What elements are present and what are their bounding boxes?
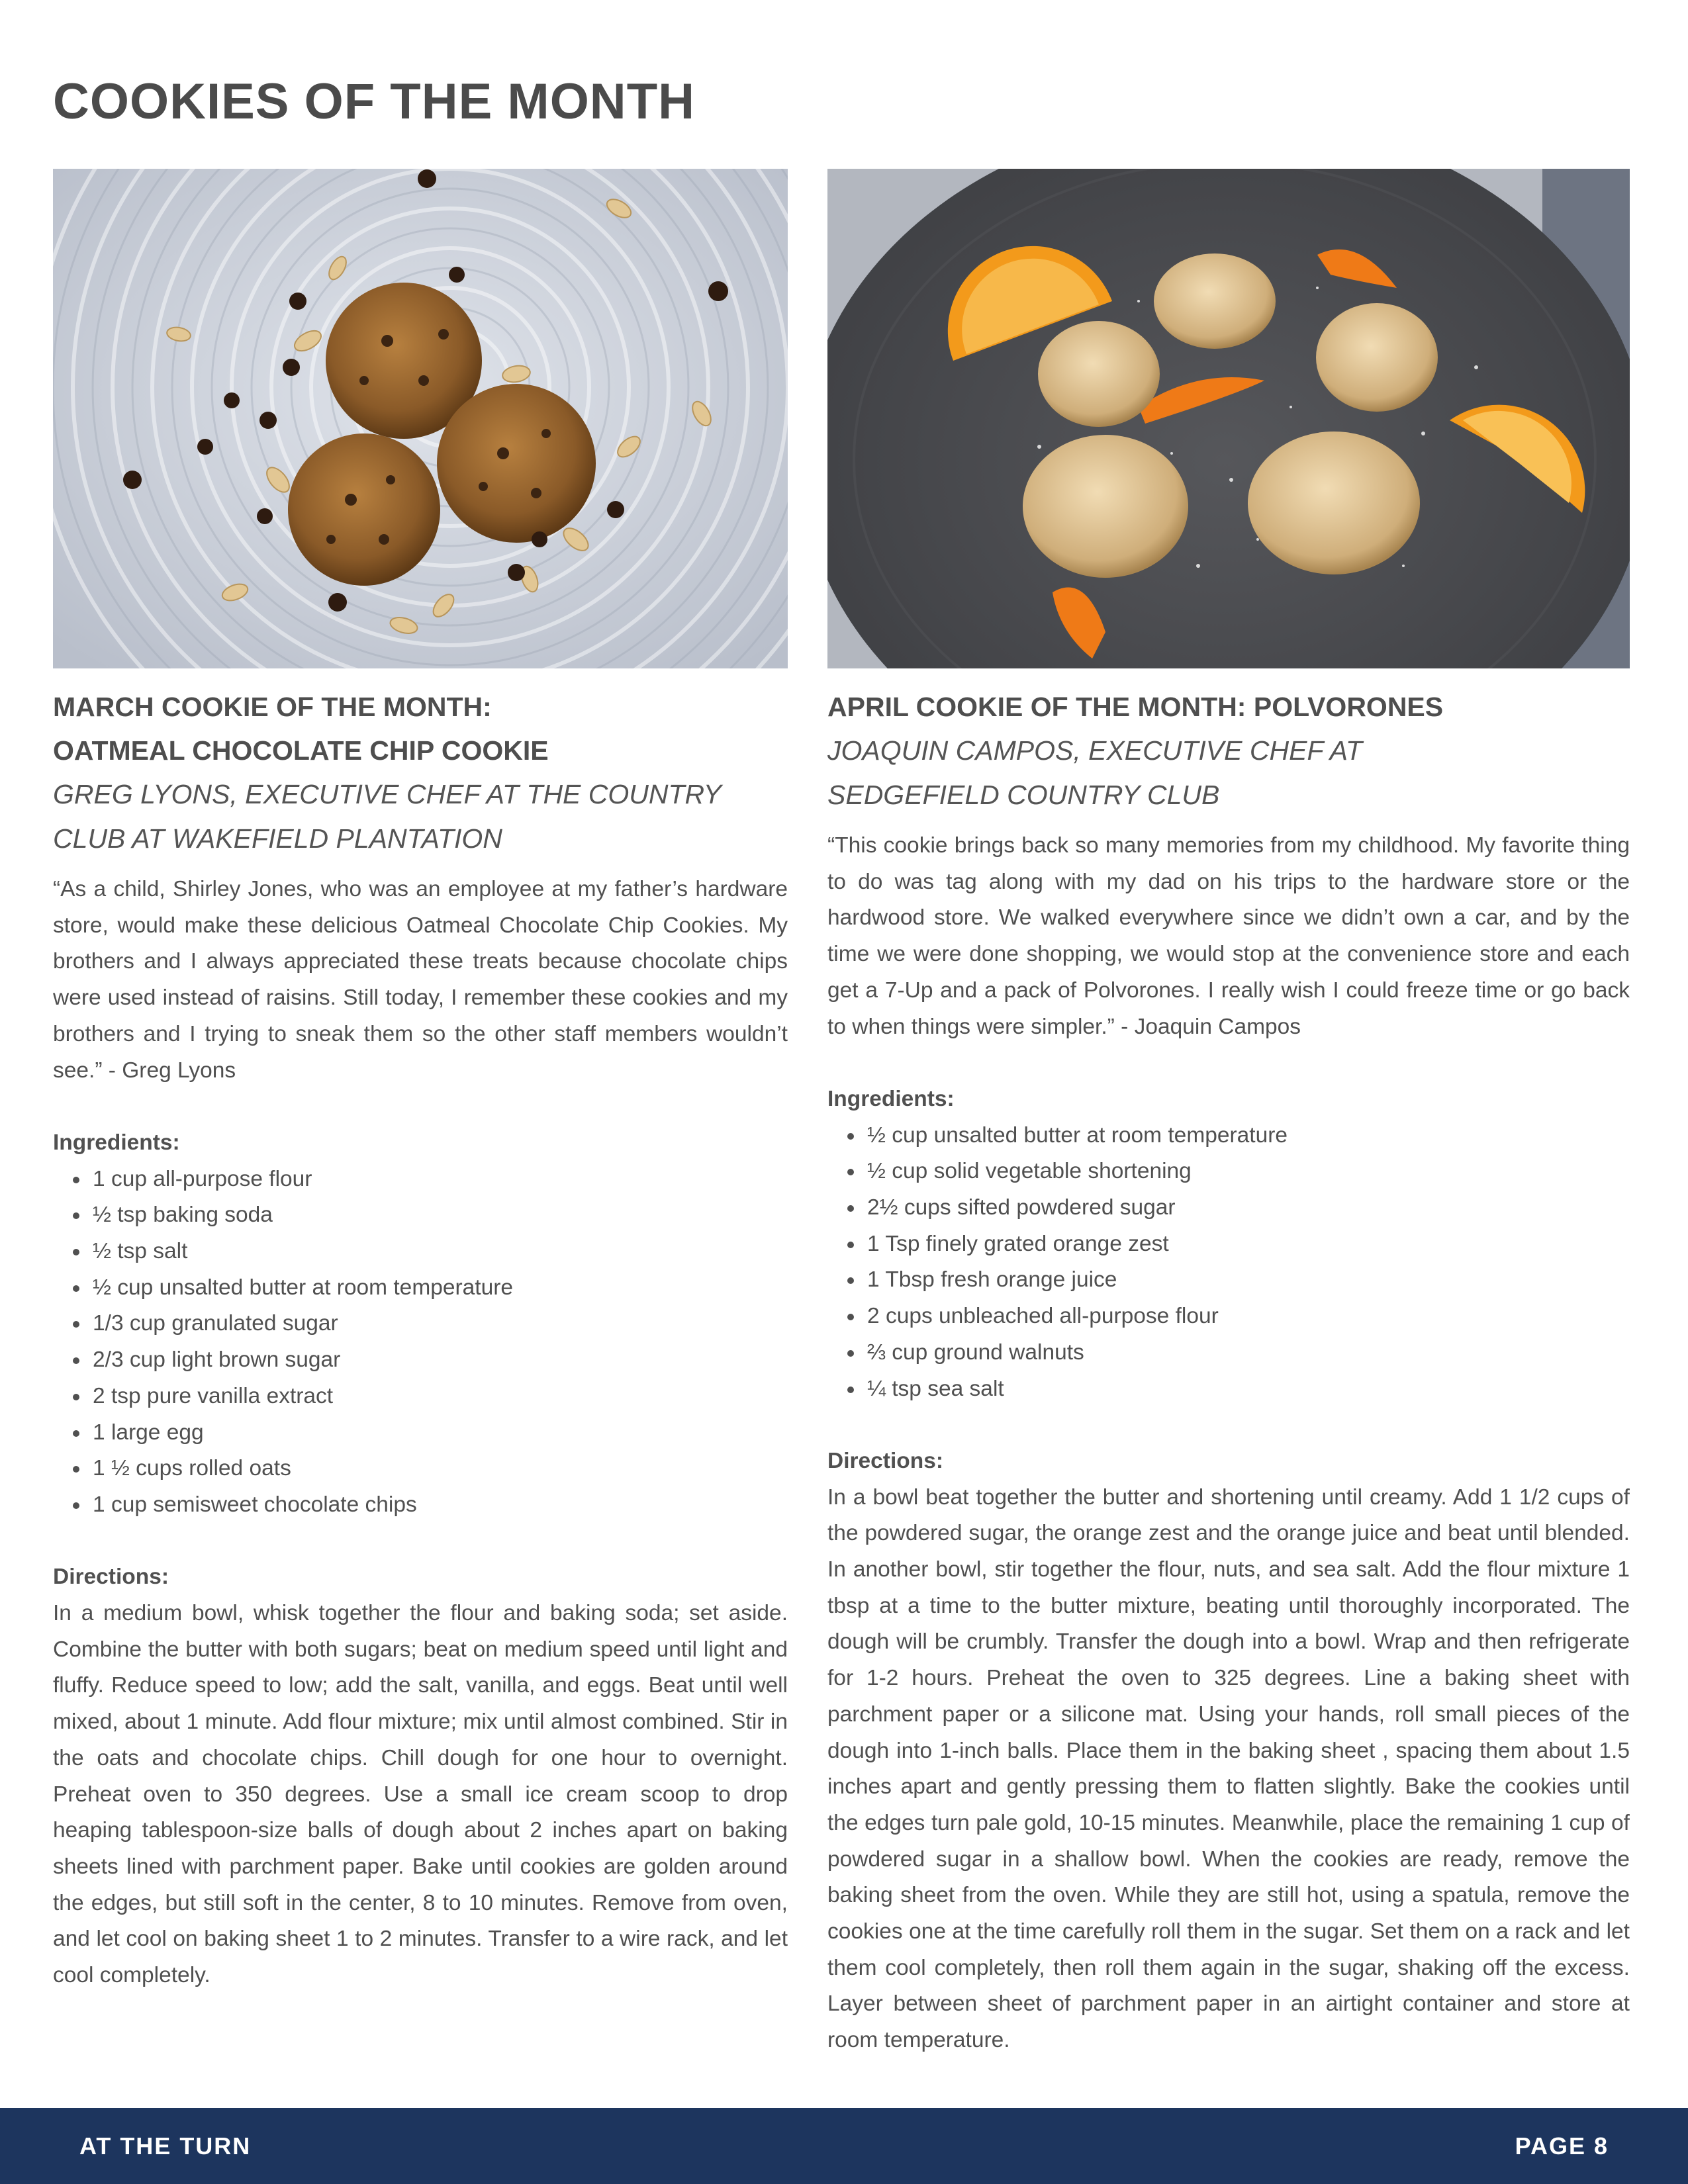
- march-chef-line: GREG LYONS, EXECUTIVE CHEF AT THE COUNTRY: [53, 779, 722, 809]
- ingredient-item: ⅔ cup ground walnuts: [847, 1335, 1630, 1371]
- ingredient-item: ½ cup unsalted butter at room temperature: [73, 1270, 788, 1306]
- ingredient-item: ½ tsp salt: [73, 1234, 788, 1270]
- ingredient-item: 1 Tbsp fresh orange juice: [847, 1262, 1630, 1298]
- march-cookie-name: OATMEAL CHOCOLATE CHIP COOKIE: [53, 735, 549, 766]
- april-directions: In a bowl beat together the butter and shortening until creamy. Add 1 1/2 cups of the powdered sugar, the orange zest and the orange juice and beat until blended. In another bowl, stir together the flour, nuts, and sea salt. Add the flour mixture 1 tbsp at a time to the butter mixture, beating until thoroughly incorporated. The dough will be crumbly. Transfer the dough into a bowl. Wrap and then refrigerate for 1-2 hours. Preheat the oven to 325 degrees. Line a baking sheet with parchment paper or a silicone mat. Using your hands, roll small pieces of the dough into 1-inch balls. Place them in the baking sheet , spacing them about 1.5 inches apart and gently pressing them to flatten slightly. Bake the cookies until the edges turn pale gold, 10-15 minutes. Meanwhile, place the remaining 1 cup of powdered sugar in a shallow bowl. When the cookies are ready, remove the baking sheet from the oven. While they are still hot, using a spatula, remove the cookies one at the time carefully roll them in the sugar. Set them on a rack and let them cool completely, then roll them again in the sugar, shaking off the excess. Layer between sheet of parchment paper in an airtight container and store at room temperature.: [827, 1484, 1630, 2053]
- march-ingredients-list: [53, 1161, 788, 1524]
- polvorones-photo: [827, 169, 1630, 668]
- ingredient-item: 2/3 cup light brown sugar: [73, 1342, 788, 1379]
- april-heading: APRIL COOKIE OF THE MONTH: POLVORONES: [827, 692, 1444, 722]
- page-number: PAGE 8: [1515, 2132, 1609, 2160]
- publication-name: AT THE TURN: [79, 2132, 252, 2160]
- march-directions-label: Directions:: [53, 1565, 169, 1590]
- april-chef-club: SEDGEFIELD COUNTRY CLUB: [827, 780, 1220, 810]
- ingredient-item: 2 tsp pure vanilla extract: [73, 1379, 788, 1415]
- april-cookie-column: [827, 685, 1630, 2059]
- april-ingredients-list: [827, 1118, 1630, 1408]
- ingredient-item: ½ cup unsalted butter at room temperature: [847, 1118, 1630, 1154]
- ingredient-item: 1 large egg: [73, 1415, 788, 1451]
- march-quote: “As a child, Shirley Jones, who was an employee at my father’s hardware store, would make these delicious Oatmeal Chocolate Chip Cookies. My brothers and I always appreciated these treats because chocolate chips were used instead of raisins. Still today, I remember these cookies and my brothers and I trying to sneak them so the other staff members wouldn’t see.” - Greg Lyons: [53, 877, 788, 1083]
- ingredient-item: 2 cups unbleached all-purpose flour: [847, 1298, 1630, 1335]
- april-directions-label: Directions:: [827, 1448, 943, 1473]
- page-footer: [0, 2108, 1688, 2184]
- ingredient-item: 1 cup all-purpose flour: [73, 1161, 788, 1198]
- ingredient-item: 2½ cups sifted powdered sugar: [847, 1190, 1630, 1226]
- april-chef-line: JOAQUIN CAMPOS, EXECUTIVE CHEF AT: [827, 735, 1362, 766]
- ingredient-item: 1 ½ cups rolled oats: [73, 1451, 788, 1487]
- april-quote: “This cookie brings back so many memories from my childhood. My favorite thing to do was tag along with my dad on his trips to the hardware store or the hardwood store. We walked everywhere since we didn’t own a car, and by the time we were done shopping, we would stop at the convenience store and each get a 7-Up and a pack of Polvorones. I really wish I could freeze time or go back to when things were simpler.” - Joaquin Campos: [827, 833, 1630, 1039]
- ingredient-item: ½ tsp baking soda: [73, 1197, 788, 1234]
- ingredient-item: 1 Tsp finely grated orange zest: [847, 1226, 1630, 1263]
- march-directions: In a medium bowl, whisk together the flour and baking soda; set aside. Combine the butter with both sugars; beat on medium speed until light and fluffy. Reduce speed to low; add the salt, vanilla, and eggs. Beat until well mixed, about 1 minute. Add flour mixture; mix until almost combined. Stir in the oats and chocolate chips. Chill dough for one hour to overnight. Preheat oven to 350 degrees. Use a small ice cream scoop to drop heaping tablespoon-size balls of dough about 2 inches apart on baking sheets lined with parchment paper. Bake until cookies are golden around the edges, but still soft in the center, 8 to 10 minutes. Remove from oven, and let cool on baking sheet 1 to 2 minutes. Transfer to a wire rack, and let cool completely.: [53, 1601, 788, 1988]
- ingredient-item: 1/3 cup granulated sugar: [73, 1306, 788, 1342]
- march-ingredients-label: Ingredients:: [53, 1130, 180, 1155]
- oatmeal-cookie-photo: [53, 169, 788, 668]
- ingredient-item: 1 cup semisweet chocolate chips: [73, 1487, 788, 1524]
- march-cookie-column: [53, 685, 788, 1994]
- march-chef-club: CLUB AT WAKEFIELD PLANTATION: [53, 823, 502, 854]
- page-title: COOKIES OF THE MONTH: [53, 73, 695, 130]
- ingredient-item: ½ cup solid vegetable shortening: [847, 1154, 1630, 1190]
- april-ingredients-label: Ingredients:: [827, 1086, 955, 1111]
- march-heading: MARCH COOKIE OF THE MONTH:: [53, 692, 492, 722]
- ingredient-item: ¼ tsp sea salt: [847, 1371, 1630, 1408]
